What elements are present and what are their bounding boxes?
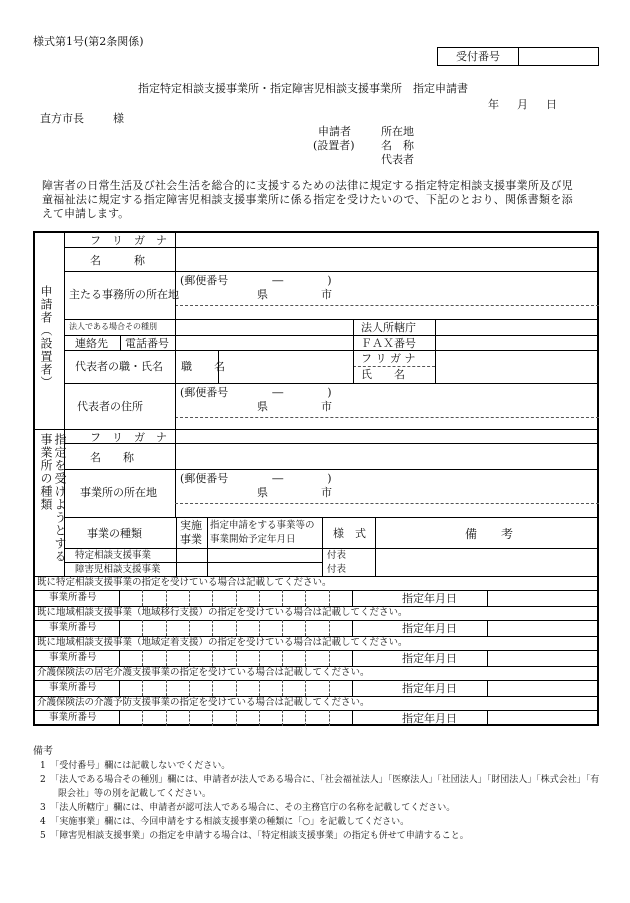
applicant-name-label: 名 称 xyxy=(381,139,414,152)
existing-designation-date-label: 指定年月日 xyxy=(402,712,457,725)
intro-line-1: 障害者の日常生活及び社会生活を総合的に支援するための法律に規定する指定特定相談支援事業所及び児 xyxy=(42,179,574,192)
note-5: 5 「障害児相談支援事業」の指定を申請する場合は、「特定相談支援事業」の指定も併せて申請すること。 xyxy=(40,831,469,841)
existing-designation-date-field[interactable] xyxy=(488,591,598,605)
existing-designation-date-label: 指定年月日 xyxy=(402,652,457,665)
applicant-furigana-label: フ リ ガ ナ xyxy=(90,234,167,247)
office-location-label: 事業所の所在地 xyxy=(80,486,157,499)
applicant-rep-label: 代表者 xyxy=(381,153,414,166)
existing-designation-date-field[interactable] xyxy=(488,621,598,635)
business-type-row-2: 障害児相談支援事業 xyxy=(75,564,161,575)
existing-designation-date-label: 指定年月日 xyxy=(402,592,457,605)
addressee-name: 直方市長 xyxy=(40,112,84,125)
rep-title-name-label: 代表者の職・氏名 xyxy=(75,360,163,373)
corp-authority-label: 法人所轄庁 xyxy=(361,321,416,334)
receipt-box xyxy=(437,47,599,66)
rep-name-label: 氏 名 xyxy=(361,368,405,381)
date-year: 年 xyxy=(488,98,499,111)
addressee-honorific: 様 xyxy=(113,112,124,125)
existing-heading: 介護保険法の介護予防支援事業の指定を受けている場合は記載してください。 xyxy=(37,697,370,708)
receipt-label: 受付番号 xyxy=(438,48,519,65)
existing-office-number-field[interactable] xyxy=(120,651,352,665)
existing-office-number-label: 事業所番号 xyxy=(49,682,97,693)
existing-designation-date-field[interactable] xyxy=(488,681,598,695)
form-number: 様式第1号(第2条関係) xyxy=(33,35,144,48)
existing-heading: 既に地域相談支援事業（地域定着支援）の指定を受けている場合は記載してください。 xyxy=(37,637,408,648)
applicant-label-sub: (設置者) xyxy=(313,139,355,152)
contact-label: 連絡先 xyxy=(75,337,108,350)
existing-office-number-field[interactable] xyxy=(120,711,352,725)
fax-label: ＦＡＸ番号 xyxy=(361,337,416,350)
start-date-label-1: 指定申請をする事業等の xyxy=(210,520,315,531)
office-side-label: 指定を受けようとする事業所の種類 xyxy=(39,433,67,563)
intro-line-2: 童福祉法に規定する指定障害児相談支援事業所に係る指定を受けたいので、下記のとおり、関係書類を添 xyxy=(42,193,573,206)
applicant-prefecture: 県 xyxy=(257,288,268,301)
remarks-column-label: 備 考 xyxy=(465,527,514,541)
existing-office-number-field[interactable] xyxy=(120,621,352,635)
existing-office-number-label: 事業所番号 xyxy=(49,592,97,603)
rep-furigana-label: フ リ ガ ナ xyxy=(361,352,416,365)
office-furigana-label: フ リ ガ ナ xyxy=(90,431,167,444)
existing-office-number-label: 事業所番号 xyxy=(49,712,97,723)
form-column-label: 様 式 xyxy=(333,527,366,540)
applicant-name-row-label: 名 称 xyxy=(90,254,145,267)
page-title: 指定特定相談支援事業所・指定障害児相談支援事業所 指定申請書 xyxy=(138,82,468,95)
applicant-postal: (郵便番号 ― ) xyxy=(180,274,332,287)
office-prefecture: 県 xyxy=(257,486,268,499)
existing-office-number-field[interactable] xyxy=(120,591,352,605)
note-2-cont: 限会社」等の別を記載してください。 xyxy=(40,789,212,799)
existing-office-number-field[interactable] xyxy=(120,681,352,695)
phone-label: 電話番号 xyxy=(125,337,169,350)
existing-heading: 介護保険法の居宅介護支援事業の指定を受けている場合は記載してください。 xyxy=(37,667,370,678)
office-postal: (郵便番号 ― ) xyxy=(180,472,332,485)
rep-address-label: 代表者の住所 xyxy=(77,400,143,413)
applicant-city: 市 xyxy=(321,288,332,301)
existing-heading: 既に地域相談支援事業（地域移行支援）の指定を受けている場合は記載してください。 xyxy=(37,607,408,618)
date-day: 日 xyxy=(546,98,557,111)
notes-title: 備考 xyxy=(33,746,53,757)
date-month: 月 xyxy=(517,98,528,111)
rep-prefecture: 県 xyxy=(257,400,268,413)
existing-designation-date-field[interactable] xyxy=(488,711,598,725)
note-4: 4 「実施事業」欄には、今回申請をする相談支援事業の種類に「○」を記載してください。 xyxy=(40,817,410,827)
implemented-label-1: 実施 xyxy=(180,519,202,532)
note-3: 3 「法人所轄庁」欄には、申請者が認可法人である場合に、その主務官庁の名称を記載してください。 xyxy=(40,803,456,813)
attached-row-1: 付表 xyxy=(327,550,347,561)
existing-designation-date-label: 指定年月日 xyxy=(402,622,457,635)
business-type-row-1: 特定相談支援事業 xyxy=(75,550,152,561)
start-date-label-2: 事業開始予定年月日 xyxy=(210,534,296,545)
intro-line-3: えて申請します。 xyxy=(42,207,130,220)
existing-heading: 既に特定相談支援事業の指定を受けている場合は記載してください。 xyxy=(37,577,332,588)
office-city: 市 xyxy=(321,486,332,499)
existing-designation-date-field[interactable] xyxy=(488,651,598,665)
applicant-side-label: 申請者（設置者） xyxy=(39,285,53,389)
main-office-label: 主たる事務所の所在地 xyxy=(69,288,179,301)
attached-row-2: 付表 xyxy=(327,564,347,575)
business-type-label: 事業の種類 xyxy=(87,527,142,540)
rep-postal: (郵便番号 ― ) xyxy=(180,386,332,399)
note-2: 2 「法人である場合その種別」欄には、申請者が法人である場合に、「社会福祉法人」「医療法人」「社団法人」「財団法人」「株式会社」「有 xyxy=(40,775,600,785)
existing-designation-date-label: 指定年月日 xyxy=(402,682,457,695)
receipt-number-field[interactable] xyxy=(520,48,596,65)
corp-type-label: 法人である場合その種別 xyxy=(69,322,157,331)
applicant-address-label: 所在地 xyxy=(381,125,414,138)
existing-office-number-label: 事業所番号 xyxy=(49,622,97,633)
existing-office-number-label: 事業所番号 xyxy=(49,652,97,663)
office-name-label: 名 称 xyxy=(90,451,134,464)
implemented-label-2: 事業 xyxy=(180,533,202,546)
position-label: 職 名 xyxy=(181,360,225,373)
applicant-label: 申請者 xyxy=(318,125,351,138)
note-1: 1 「受付番号」欄には記載しないでください。 xyxy=(40,761,231,771)
application-form xyxy=(33,231,599,726)
rep-city: 市 xyxy=(321,400,332,413)
